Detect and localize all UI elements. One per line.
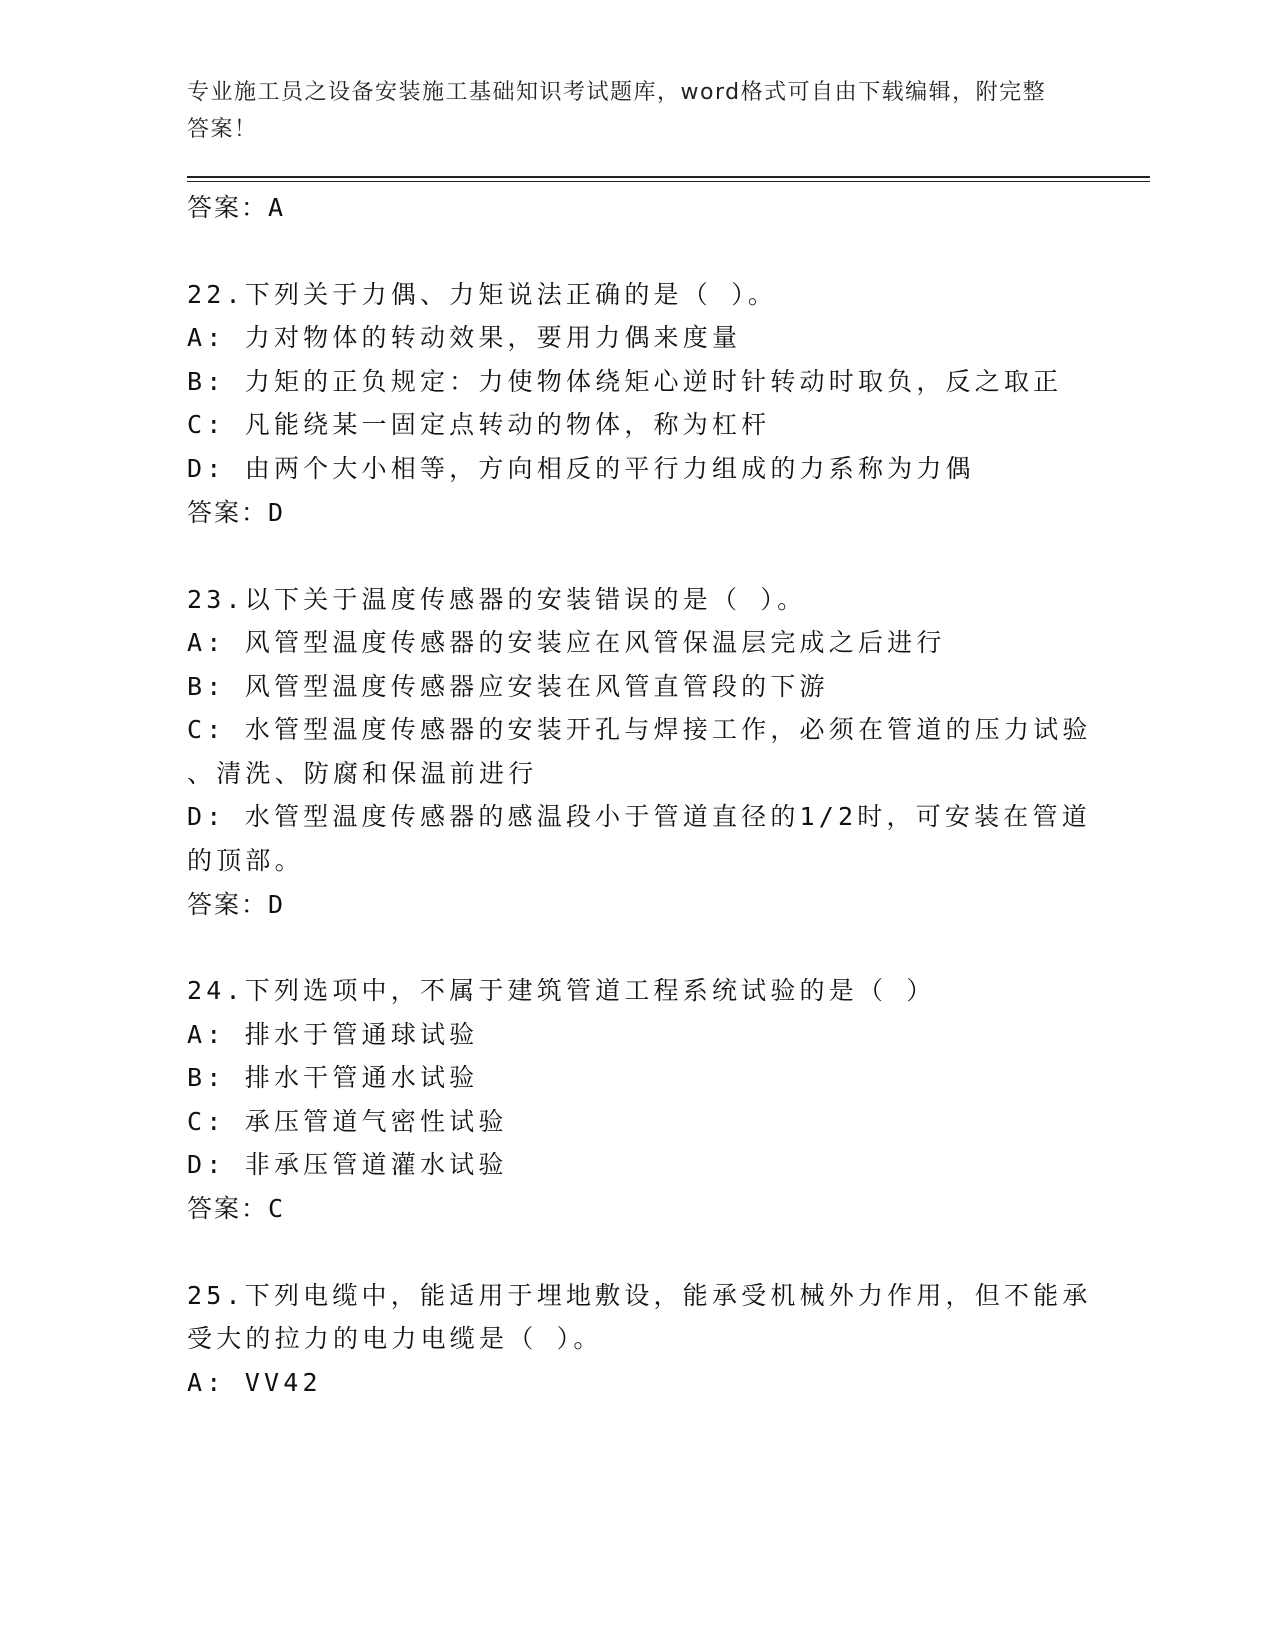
answer-line bbox=[187, 193, 285, 223]
question-23-option-a: A: 风管型温度传感器的安装应在风管保温层完成之后进行 bbox=[187, 628, 946, 657]
question-22-text: 22.下列关于力偶、力矩说法正确的是（ ）。 bbox=[187, 280, 778, 309]
question-24-option-b: B: 排水干管通水试验 bbox=[187, 1063, 479, 1092]
answer-value: C bbox=[268, 1194, 286, 1223]
question-22-answer bbox=[187, 498, 285, 528]
question-24-option-d: D: 非承压管道灌水试验 bbox=[187, 1150, 508, 1179]
question-23-option-c-continued: 、清洗、防腐和保温前进行 bbox=[187, 759, 538, 788]
answer-label: 答案： bbox=[187, 890, 269, 919]
answer-value: A bbox=[268, 193, 286, 222]
answer-value: D bbox=[268, 498, 286, 527]
answer-label: 答案： bbox=[187, 193, 269, 222]
header-divider bbox=[187, 176, 1150, 182]
question-24-answer bbox=[187, 1194, 285, 1224]
page-header: 专业施工员之设备安装施工基础知识考试题库，word格式可自由下载编辑，附完整答案！ bbox=[187, 80, 1047, 142]
question-23-option-b: B: 风管型温度传感器应安装在风管直管段的下游 bbox=[187, 672, 829, 701]
answer-value: D bbox=[268, 890, 286, 919]
question-25-option-a: A: VV42 bbox=[187, 1368, 322, 1397]
question-22-option-b: B: 力矩的正负规定：力使物体绕矩心逆时针转动时取负，反之取正 bbox=[187, 367, 1063, 396]
answer-label: 答案： bbox=[187, 1194, 269, 1223]
question-24-option-c: C: 承压管道气密性试验 bbox=[187, 1107, 508, 1136]
question-24-option-a: A: 排水于管通球试验 bbox=[187, 1020, 479, 1049]
answer-label: 答案： bbox=[187, 498, 269, 527]
question-23-option-d: D: 水管型温度传感器的感温段小于管道直径的1/2时，可安装在管道 bbox=[187, 802, 1091, 831]
question-23-answer bbox=[187, 890, 285, 920]
question-22-option-c: C: 凡能绕某一固定点转动的物体，称为杠杆 bbox=[187, 410, 771, 439]
question-24-text: 24.下列选项中，不属于建筑管道工程系统试验的是（ ） bbox=[187, 976, 936, 1005]
question-23-option-d-continued: 的顶部。 bbox=[187, 846, 304, 875]
question-22-option-a: A: 力对物体的转动效果，要用力偶来度量 bbox=[187, 323, 742, 352]
question-25-text-line-1: 25.下列电缆中，能适用于埋地敷设，能承受机械外力作用，但不能承 bbox=[187, 1281, 1092, 1310]
question-25-text-line-2: 受大的拉力的电力电缆是（ ）。 bbox=[187, 1324, 603, 1353]
question-22-option-d: D: 由两个大小相等，方向相反的平行力组成的力系称为力偶 bbox=[187, 454, 975, 483]
question-23-option-c: C: 水管型温度传感器的安装开孔与焊接工作，必须在管道的压力试验 bbox=[187, 715, 1092, 744]
question-23-text: 23.以下关于温度传感器的安装错误的是（ ）。 bbox=[187, 585, 807, 614]
